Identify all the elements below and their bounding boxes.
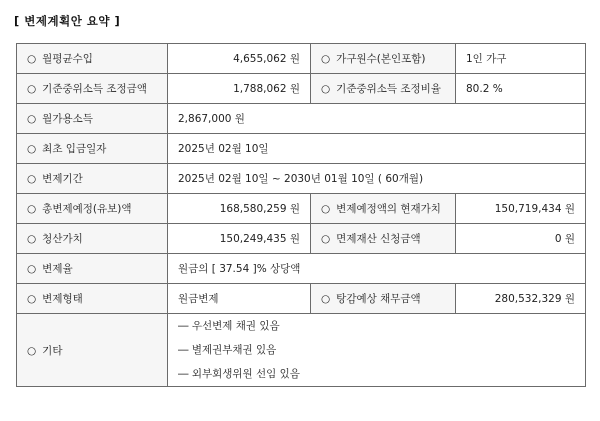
circle-icon: ○ (321, 203, 331, 215)
other-notes-list (178, 314, 575, 386)
first-payment-label: ○ 최초 입금일자 (17, 134, 168, 164)
table-row (17, 224, 586, 254)
circle-icon: ○ (27, 173, 37, 185)
expected-debt-label: ○ 탕감예상 채무금액 (311, 284, 456, 314)
adjusted-ratio-label: ○ 기준중위소득 조정비율 (311, 74, 456, 104)
table-row (17, 44, 586, 74)
other-label: ○ 기타 (17, 314, 168, 387)
period-value: 2025년 02월 10일 ~ 2030년 01월 10일 ( 60개월) (168, 164, 586, 194)
exempt-property-label: ○ 면제재산 신청금액 (311, 224, 456, 254)
circle-icon: ○ (27, 53, 37, 65)
circle-icon: ○ (27, 293, 37, 305)
present-value-value: 150,719,434 원 (456, 194, 586, 224)
circle-icon: ○ (27, 344, 37, 357)
section-title: [ 변제계획안 요약 ] (14, 14, 121, 28)
household-value: 1인 가구 (456, 44, 586, 74)
other-value (168, 314, 586, 387)
adjusted-amount-value: 1,788,062 원 (168, 74, 311, 104)
repayment-type-label: ○ 변제형태 (17, 284, 168, 314)
plan-summary-table (16, 43, 586, 387)
liquidation-value: 150,249,435 원 (168, 224, 311, 254)
household-label: ○ 가구원수(본인포함) (311, 44, 456, 74)
exempt-property-value: 0 원 (456, 224, 586, 254)
table-row (17, 164, 586, 194)
first-payment-value: 2025년 02월 10일 (168, 134, 586, 164)
circle-icon: ○ (27, 233, 37, 245)
table-row (17, 284, 586, 314)
circle-icon: ○ (27, 143, 37, 155)
repayment-type-value: 원금변제 (168, 284, 311, 314)
monthly-income-value: 4,655,062 원 (168, 44, 311, 74)
monthly-income-label: ○ 월평균수입 (17, 44, 168, 74)
circle-icon: ○ (27, 83, 37, 95)
expected-debt-value: 280,532,329 원 (456, 284, 586, 314)
period-label: ○ 변제기간 (17, 164, 168, 194)
table-row (17, 74, 586, 104)
adjusted-amount-label: ○ 기준중위소득 조정금액 (17, 74, 168, 104)
total-planned-value: 168,580,259 원 (168, 194, 311, 224)
list-item: ― 별제권부채권 있음 (178, 344, 277, 356)
table-row (17, 134, 586, 164)
circle-icon: ○ (27, 113, 37, 125)
circle-icon: ○ (27, 203, 37, 215)
circle-icon: ○ (321, 233, 331, 245)
liquidation-label: ○ 청산가치 (17, 224, 168, 254)
table-row (17, 254, 586, 284)
total-planned-label: ○ 총변제예정(유보)액 (17, 194, 168, 224)
present-value-label: ○ 변제예정액의 현재가치 (311, 194, 456, 224)
repayment-rate-value: 원금의 [ 37.54 ]% 상당액 (168, 254, 586, 284)
table-row (17, 104, 586, 134)
circle-icon: ○ (321, 53, 331, 65)
repayment-rate-label: ○ 변제율 (17, 254, 168, 284)
table-row (17, 194, 586, 224)
list-item: ― 외부회생위원 선임 있음 (178, 368, 300, 380)
table-row (17, 314, 586, 387)
monthly-available-value: 2,867,000 원 (168, 104, 586, 134)
circle-icon: ○ (321, 83, 331, 95)
list-item: ― 우선변제 채권 있음 (178, 320, 280, 332)
adjusted-ratio-value: 80.2 % (456, 74, 586, 104)
circle-icon: ○ (321, 293, 331, 305)
circle-icon: ○ (27, 263, 37, 275)
monthly-available-label: ○ 월가용소득 (17, 104, 168, 134)
